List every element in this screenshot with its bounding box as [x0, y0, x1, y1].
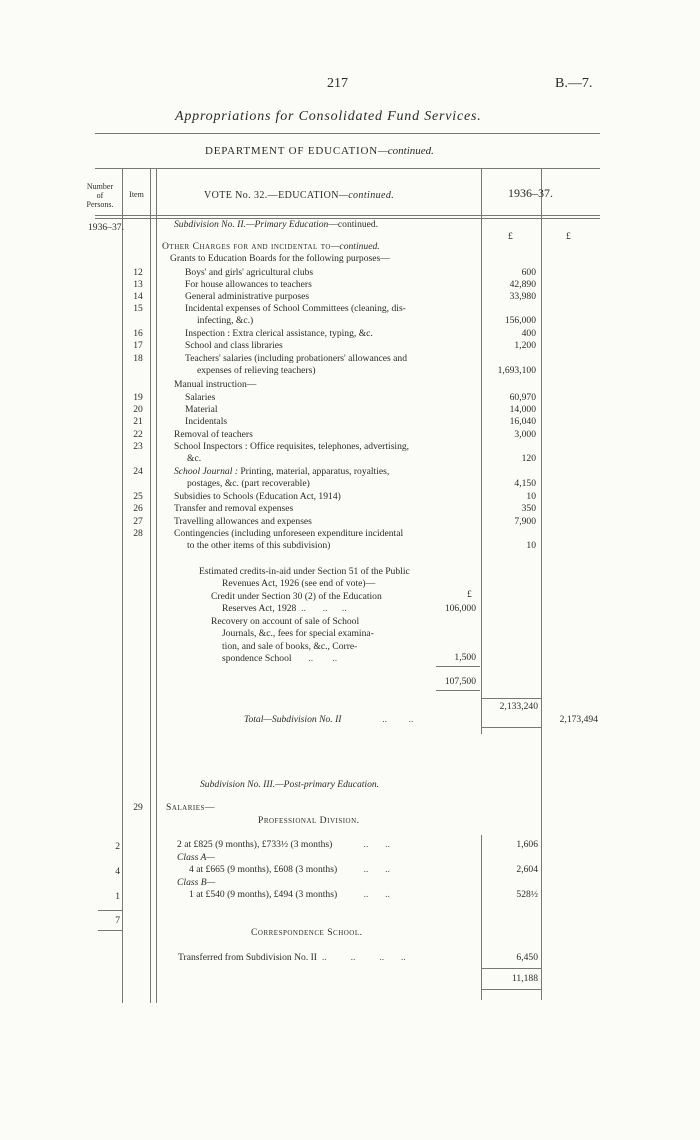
subdivision-ii-total: 2,173,494 [559, 714, 598, 725]
credits-total: 107,500 [444, 676, 476, 687]
line-item-amount: 10 [526, 491, 536, 502]
line-item-text: Subsidies to Schools (Education Act, 1914) [174, 491, 341, 502]
line-item-text-continued: postages, &c. (part recoverable) [187, 478, 310, 489]
salary-row-1: 2 at £825 (9 months), £733½ (3 months) .. .. [177, 839, 390, 850]
item-number-25: 25 [133, 491, 143, 502]
line-item-amount: 350 [521, 503, 536, 514]
line-item-text: Salaries [185, 392, 216, 403]
professional-division-heading: Professional Division. [258, 815, 360, 826]
line-item-amount: 42,890 [509, 279, 536, 290]
line-item-text: Transfer and removal expenses [174, 503, 294, 514]
credits-line-4: Reserves Act, 1928 .. .. .. [222, 603, 347, 614]
salary-amount-1: 1,606 [516, 839, 538, 850]
line-item-amount: 10 [526, 540, 536, 551]
item-number-21: 21 [133, 416, 143, 427]
paper-reference: B.—7. [555, 76, 593, 91]
class-a-label: Class A— [177, 852, 215, 863]
subtotal-rule-bottom [481, 727, 541, 728]
credits-sum-rule [436, 666, 480, 667]
pound-sign-2: £ [566, 231, 571, 242]
line-item-text: Boys' and girls' agricultural clubs [185, 267, 314, 278]
grants-intro: Grants to Education Boards for the following purposes— [170, 253, 390, 264]
subdivision-ii-total-label: Total—Subdivision No. II .. .. [244, 714, 414, 725]
item-number-18: 18 [133, 353, 143, 364]
line-item-text: Travelling allowances and expenses [174, 516, 312, 527]
title-rule [95, 133, 600, 134]
year-column-header: 1936–37. [508, 186, 553, 200]
item-number-23: 23 [133, 441, 143, 452]
item-number-20: 20 [133, 404, 143, 415]
subtotal-rule-top [481, 698, 541, 699]
persons-column-rule [122, 168, 123, 1003]
other-charges-heading: Other Charges for and incidental to—continued. [162, 241, 380, 252]
line-item-text: Incidentals [185, 416, 228, 427]
page-title: Appropriations for Consolidated Fund Services. [175, 109, 482, 124]
total-column-rule [541, 215, 542, 1000]
transferred-amount: 6,450 [516, 952, 538, 963]
item-number-12: 12 [133, 267, 143, 278]
salary-row-3: 1 at £540 (9 months), £494 (3 months) .. .. [189, 889, 390, 900]
credits-line-7: tion, and sale of books, &c., Corre- [222, 641, 358, 652]
item-column-header: Item [129, 190, 144, 199]
department-heading: DEPARTMENT OF EDUCATION—continued. [205, 145, 434, 157]
credits-line-3: Credit under Section 30 (2) of the Education [211, 591, 382, 602]
salary-row-2: 4 at £665 (9 months), £608 (3 months) .. .. [189, 864, 390, 875]
item-number-29: 29 [133, 802, 143, 813]
item-number-14: 14 [133, 291, 143, 302]
item-number-27: 27 [133, 516, 143, 527]
line-item-text: General administrative purposes [185, 291, 310, 302]
line-item-text: School Journal : Printing, material, apparatus, royalties, [174, 466, 390, 477]
credits-line-6: Journals, &c., fees for special examina- [222, 628, 374, 639]
line-item-text: Material [185, 404, 218, 415]
line-item-text-continued: &c. [187, 453, 202, 464]
persons-count-1: 2 [115, 841, 120, 852]
page-number: 217 [327, 76, 348, 91]
grand-total-rule-top [481, 968, 541, 969]
persons-sum-rule [98, 910, 122, 911]
item-column-rule-double [156, 168, 157, 1003]
line-item-text: School Inspectors : Office requisites, telephones, advertising, [174, 441, 410, 452]
line-item-text-continued: expenses of relieving teachers) [197, 365, 316, 376]
item-number-19: 19 [133, 392, 143, 403]
persons-column-header: Number of Persons. [86, 182, 114, 209]
pound-sign-1: £ [508, 231, 513, 242]
credits-line-5: Recovery on account of sale of School [211, 616, 360, 627]
line-item-text: Teachers' salaries (including probationers' allowances and [185, 353, 408, 364]
subdivision-iii-heading: Subdivision No. III.—Post-primary Education. [200, 779, 380, 790]
grand-total: 11,188 [511, 973, 538, 984]
grand-total-rule-bottom [481, 989, 541, 990]
persons-year-label: 1936–37. [88, 222, 124, 233]
line-item-amount: 3,000 [514, 429, 536, 440]
table-top-rule [95, 168, 600, 169]
credits-amount-1: 106,000 [444, 603, 476, 614]
item-number-17: 17 [133, 340, 143, 351]
line-item-text: School and class libraries [185, 340, 283, 351]
persons-count-2: 4 [115, 866, 120, 877]
line-item-amount: 4,150 [514, 478, 536, 489]
item-number-16: 16 [133, 328, 143, 339]
item-number-26: 26 [133, 503, 143, 514]
salaries-heading: Salaries— [166, 802, 215, 813]
line-item-text-continued: to the other items of this subdivision) [187, 540, 331, 551]
line-item-amount: 16,040 [509, 416, 536, 427]
line-item-amount: 400 [521, 328, 536, 339]
credits-line-8: spondence School .. .. [222, 653, 338, 664]
manual-instruction-heading: Manual instruction— [174, 379, 257, 390]
transferred-label: Transferred from Subdivision No. II .. .. .. .. [178, 952, 406, 963]
header-bottom-rule [95, 215, 600, 216]
line-item-text: For house allowances to teachers [185, 279, 312, 290]
line-item-amount: 156,000 [504, 315, 536, 326]
line-item-text: Contingencies (including unforeseen expenditure incidental [174, 528, 404, 539]
line-item-text-continued: infecting, &c.) [197, 315, 254, 326]
line-item-amount: 14,000 [509, 404, 536, 415]
line-item-amount: 33,980 [509, 291, 536, 302]
line-item-text: Inspection : Extra clerical assistance, typing, &c. [185, 328, 373, 339]
line-item-amount: 60,970 [509, 392, 536, 403]
correspondence-school-heading: Correspondence School. [251, 927, 363, 938]
line-item-amount: 1,200 [514, 340, 536, 351]
vote-title: VOTE No. 32.—EDUCATION—continued. [204, 190, 395, 201]
class-b-label: Class B— [177, 877, 216, 888]
persons-total-rule [98, 930, 122, 931]
credits-line-1: Estimated credits-in-aid under Section 51 of the Public [199, 566, 410, 577]
credits-pound-sign: £ [467, 589, 472, 600]
item-number-28: 28 [133, 528, 143, 539]
item-number-24: 24 [133, 466, 143, 477]
line-item-text: Incidental expenses of School Committees (cleaning, dis- [185, 303, 406, 314]
line-item-text: Removal of teachers [174, 429, 253, 440]
item-number-15: 15 [133, 303, 143, 314]
persons-total: 7 [115, 915, 120, 926]
salary-amount-2: 2,604 [516, 864, 538, 875]
item-column-rule [150, 168, 151, 1003]
line-item-amount: 1,693,100 [497, 365, 536, 376]
subdivision-ii-heading: Subdivision No. II.—Primary Education—continued. [174, 219, 379, 230]
line-item-amount: 7,900 [514, 516, 536, 527]
line-item-amount: 120 [521, 453, 536, 464]
credits-amount-2: 1,500 [454, 652, 476, 663]
line-item-amount: 600 [521, 267, 536, 278]
item-number-13: 13 [133, 279, 143, 290]
persons-count-3: 1 [115, 891, 120, 902]
credits-line-2: Revenues Act, 1926 (see end of vote)— [222, 578, 376, 589]
subdivision-ii-subtotal: 2,133,240 [499, 701, 538, 712]
credits-total-rule [436, 690, 480, 691]
item-number-22: 22 [133, 429, 143, 440]
amount-column-rule [481, 168, 482, 734]
salary-amount-3: 528½ [516, 889, 538, 900]
